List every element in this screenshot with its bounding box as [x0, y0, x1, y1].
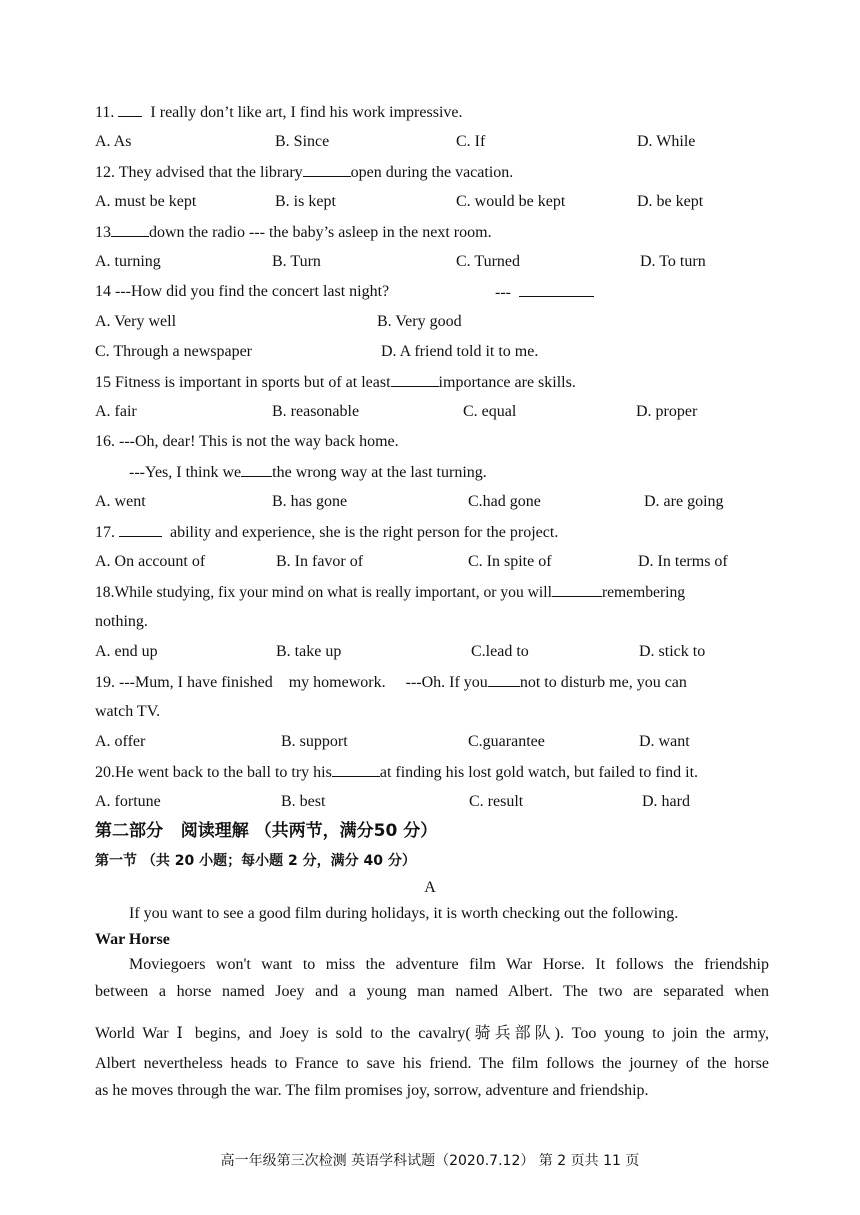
passage-line: between a horse named Joey and a young man named Albert. The two are separated when	[95, 983, 769, 1000]
question-18-option-b: B. take up	[276, 643, 342, 660]
passage-letter: A	[424, 879, 436, 896]
question-17-option-c: C. In spite of	[468, 553, 552, 570]
question-20-stem: 20.He went back to the ball to try his at finding his lost gold watch, but failed to find it.	[95, 764, 699, 781]
question-18-option-d: D. stick to	[639, 643, 706, 660]
question-18-option-c: C.lead to	[471, 643, 529, 660]
question-17-stem: 17. ability and experience, she is the right person for the project.	[95, 524, 559, 541]
question-20-option-b: B. best	[281, 793, 326, 810]
question-16-option-a: A. went	[95, 493, 146, 510]
question-16-stem: 16. ---Oh, dear! This is not the way back home.	[95, 433, 399, 450]
question-17-option-a: A. On account of	[95, 553, 206, 570]
question-18-option-a: A. end up	[95, 643, 158, 660]
question-12-option-a: A. must be kept	[95, 193, 197, 210]
section-1-heading: 第一节 （共 20 小题；每小题 2 分，满分 40 分）	[95, 853, 416, 869]
question-13-option-a: A. turning	[95, 253, 161, 270]
question-18-stem-cont: nothing.	[95, 613, 148, 630]
question-15-option-b: B. reasonable	[272, 403, 360, 420]
question-11-option-a: A. As	[95, 133, 132, 150]
question-14-option-a: A. Very well	[95, 313, 177, 330]
question-11-stem: 11. I really don’t like art, I find his work impressive.	[95, 104, 463, 121]
question-19-option-d: D. want	[639, 733, 690, 750]
question-12-option-c: C. would be kept	[456, 193, 566, 210]
question-11-option-b: B. Since	[275, 133, 330, 150]
question-14-option-d: D. A friend told it to me.	[381, 343, 539, 360]
question-14-stem: 14 ---How did you find the concert last night?	[95, 283, 390, 300]
question-20-option-c: C. result	[469, 793, 524, 810]
passage-line: Albert nevertheless heads to France to save his friend. The film follows the journey of the horse	[95, 1055, 769, 1072]
question-14-option-b: B. Very good	[377, 313, 462, 330]
question-13-option-b: B. Turn	[272, 253, 321, 270]
question-13-option-d: D. To turn	[640, 253, 706, 270]
question-11-option-d: D. While	[637, 133, 696, 150]
part-2-heading: 第二部分 阅读理解 （共两节，满分50 分）	[95, 821, 438, 841]
question-15-option-a: A. fair	[95, 403, 137, 420]
passage-line: as he moves through the war. The film promises joy, sorrow, adventure and friendship.	[95, 1082, 649, 1099]
page-footer: 高一年级第三次检测 英语学科试题（2020.7.12） 第 2 页共 11 页	[220, 1153, 640, 1169]
question-11-option-c: C. If	[456, 133, 486, 150]
question-19-stem: 19. ---Mum, I have finished my homework. ---Oh. If you not to disturb me, you can	[95, 674, 687, 691]
film-title: War Horse	[95, 931, 170, 948]
passage-intro: If you want to see a good film during holidays, it is worth checking out the following.	[129, 905, 679, 922]
question-16-option-b: B. has gone	[272, 493, 348, 510]
question-16-option-d: D. are going	[644, 493, 724, 510]
question-12-option-d: D. be kept	[637, 193, 704, 210]
question-12-stem: 12. They advised that the library open during the vacation.	[95, 164, 514, 181]
question-16-option-c: C.had gone	[468, 493, 541, 510]
question-18-stem: 18.While studying, fix your mind on what is really important, or you will remembering	[95, 584, 686, 601]
question-12-option-b: B. is kept	[275, 193, 336, 210]
question-14-option-c: C. Through a newspaper	[95, 343, 252, 360]
question-14-answer-line: ---	[495, 282, 594, 303]
question-19-stem-cont: watch TV.	[95, 703, 161, 720]
question-19-option-c: C.guarantee	[468, 733, 545, 750]
question-13-stem: 13 down the radio --- the baby’s asleep in the next room.	[95, 224, 492, 241]
question-15-option-c: C. equal	[463, 403, 517, 420]
question-19-option-a: A. offer	[95, 733, 146, 750]
question-17-option-d: D. In terms of	[638, 553, 728, 570]
question-16-stem-reply: ---Yes, I think we the wrong way at the last turning.	[129, 464, 487, 481]
question-20-option-a: A. fortune	[95, 793, 161, 810]
passage-line: Moviegoers won't want to miss the adventure film War Horse. It follows the friendship	[129, 956, 769, 973]
question-13-option-c: C. Turned	[456, 253, 521, 270]
question-15-option-d: D. proper	[636, 403, 698, 420]
question-19-option-b: B. support	[281, 733, 348, 750]
question-20-option-d: D. hard	[642, 793, 690, 810]
question-15-stem: 15 Fitness is important in sports but of at least importance are skills.	[95, 374, 576, 391]
question-17-option-b: B. In favor of	[276, 553, 364, 570]
passage-line: World War Ⅰ begins, and Joey is sold to the cavalry(骑兵部队). Too young to join the army,	[95, 1025, 769, 1042]
